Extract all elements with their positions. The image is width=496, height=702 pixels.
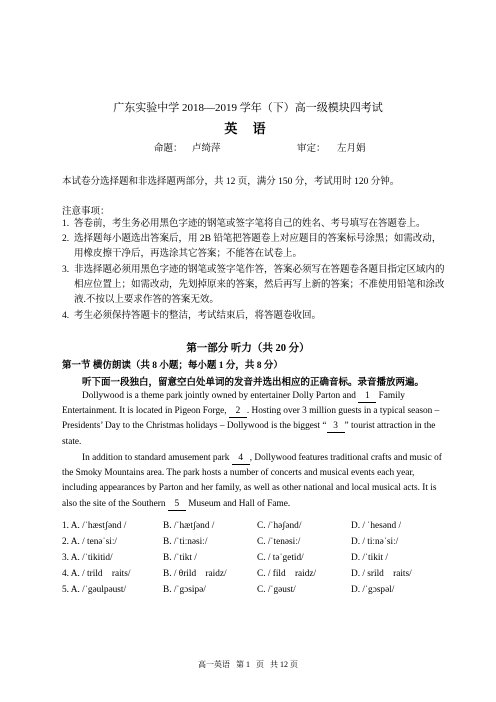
note-text: 选择题每小题选出答案后，用 2B 铅笔把答题卷上对应题目的答案标号涂黑；如需改动，用橡皮擦干净后，再选涂其它答案；不能答在试卷上。 (74, 234, 442, 259)
option-2b: B. /ˈtiːnəsiː/ (163, 537, 208, 547)
passage-text: Dollywood is a theme park jointly owned by entertainer Dolly Parton and (82, 391, 359, 401)
setter-label: 命题： (154, 144, 183, 154)
option-5c: C. /ˈgəust/ (257, 585, 296, 595)
option-4b: B. / θrild raidz/ (163, 569, 227, 579)
blank-3: 3 (327, 421, 345, 433)
part-title: 第一部分 听力（共 20 分） (186, 343, 310, 354)
note-text: 答卷前，考生务必用黑色字迹的钢笔或签字笔将自己的姓名、考号填写在答题卷上。 (74, 219, 426, 229)
page-footer: 高一英语 第 1 页 共 12 页 (198, 660, 298, 669)
note-number: 4. (62, 311, 70, 321)
passage-text: ” tourist attraction in the state. (62, 421, 436, 447)
section-title: 第一节 横仿朗读（共 8 小题；每小题 1 分，共 8 分） (62, 361, 283, 371)
note-item (62, 263, 446, 308)
note-number: 3. (62, 265, 70, 275)
passage-paragraph-2 (62, 451, 446, 512)
passage-text: . Hosting over 3 million guests in a typical season – Presidents’ Day to the Christmas holidays – Dollywood is the biggest “ (62, 406, 440, 432)
exam-title: 广东实验中学 2018—2019 学年（下）高一级模块四考试 (113, 102, 383, 114)
option-2c: C. /ˈtenəsiː/ (257, 537, 301, 547)
passage-text: In addition to standard amusement park (82, 453, 232, 463)
option-1d: D. / ˈhesənd / (351, 521, 402, 531)
option-2a: 2. A. / tenəˈsiː/ (62, 537, 118, 547)
blank-1: 1 (358, 391, 376, 403)
note-item (62, 217, 446, 232)
note-number: 1. (62, 219, 70, 229)
instruction: 听下面一段独白，留意空白处单词的发音并选出相应的正确音标。录音播放两遍。 (82, 378, 425, 388)
option-4d: D. / srild raits/ (351, 569, 412, 579)
option-3c: C. / təˈgetid/ (257, 553, 304, 563)
setter-name: 卢绮萍 (192, 144, 221, 154)
passage-text: Family Entertainment. It is located in Pigeon Forge, (62, 391, 405, 417)
option-5b: B. /ˈgɔsipə/ (163, 585, 206, 595)
option-1b: B. /ˈhætʃənd / (163, 521, 215, 531)
blank-4: 4 (232, 453, 250, 465)
subject-title: 英 语 (224, 121, 272, 136)
option-4c: C. / fild raidz/ (257, 569, 317, 579)
option-2d: D. / tiːnəˈsiː/ (351, 537, 399, 547)
blank-5: 5 (168, 499, 186, 511)
option-5a: 5. A. /ˈgəulpəust/ (62, 585, 127, 595)
option-3d: D. /ˈtikit / (351, 553, 388, 563)
option-1a: 1. A. /ˈhæstʃənd / (62, 521, 127, 531)
note-item (62, 232, 446, 262)
note-number: 2. (62, 234, 70, 244)
note-text: 考生必须保持答题卡的整洁，考试结束后，将答题卷收回。 (74, 311, 322, 321)
note-text: 非选择题必须用黑色字迹的钢笔或签字笔作答，答案必须写在答题卷各题目指定区域内的相应位置上；如需改动，先划掉原来的答案，然后再写上新的答案；不准使用铅笔和涂改液.不按以上要求作答的答案无效。 (74, 265, 445, 305)
option-3b: B. /ˈtikt / (163, 553, 197, 563)
passage-text: Museum and Hall of Fame. (185, 498, 291, 509)
reviewer-label: 审定： (297, 144, 326, 154)
note-item (62, 309, 446, 324)
option-3a: 3. A. /ˈtikitid/ (62, 553, 113, 563)
notes-heading: 注意事项： (62, 207, 110, 217)
option-4a: 4. A. / trild raits/ (62, 569, 131, 579)
passage-text: , Dollywood features traditional crafts and music of the Smoky Mountains area. The park hosts a number of concerts and musical events each year, including appearances by Parton and her family, as well as other national and local musical acts. It is also the site of the Southern (62, 453, 442, 509)
passage-paragraph-1 (62, 389, 446, 450)
exam-info: 本试卷分选择题和非选择题两部分，共 12 页，满分 150 分，考试用时 120 分钟。 (62, 177, 400, 187)
option-1c: C. /ˈhəʃənd/ (257, 521, 302, 531)
blank-2: 2 (229, 406, 247, 418)
reviewer-name: 左月娟 (337, 144, 366, 154)
option-5d: D. /ˈgɔspəl/ (351, 585, 395, 595)
